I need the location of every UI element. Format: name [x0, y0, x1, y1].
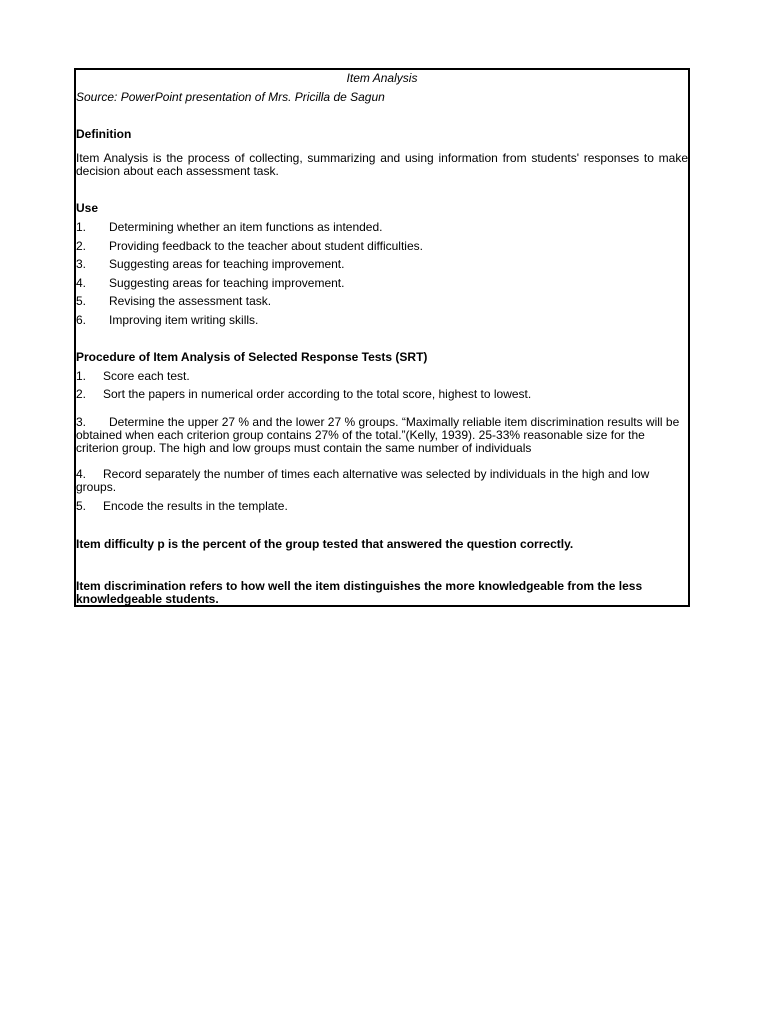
use-item-number: 3. — [76, 257, 87, 271]
definition-text: Item Analysis is the process of collecting, summarizing and using information from students' responses to make decision about each assessment task. — [76, 151, 688, 178]
use-item — [76, 295, 688, 308]
use-item-text: Suggesting areas for teaching improvement. — [109, 276, 345, 290]
use-item — [76, 258, 688, 271]
use-item-text: Improving item writing skills. — [109, 313, 259, 327]
use-item — [76, 221, 688, 234]
document-frame — [74, 68, 690, 607]
use-item-text: Providing feedback to the teacher about student difficulties. — [109, 239, 423, 253]
use-item-text: Determining whether an item functions as intended. — [109, 220, 383, 234]
use-item-text: Suggesting areas for teaching improvement. — [109, 257, 345, 271]
use-item-number: 5. — [76, 294, 87, 308]
procedure-item-text: Encode the results in the template. — [103, 499, 288, 513]
use-item — [76, 240, 688, 253]
use-item-number: 6. — [76, 313, 87, 327]
procedure-item-text: Record separately the number of times each alternative was selected by individuals in the high and low groups. — [76, 467, 650, 494]
procedure-item — [76, 500, 688, 513]
use-item — [76, 277, 688, 290]
procedure-item-number: 5. — [76, 499, 87, 513]
procedure-item — [76, 468, 688, 494]
procedure-item-number: 3. — [76, 415, 87, 429]
procedure-heading: Procedure of Item Analysis of Selected Response Tests (SRT) — [76, 350, 428, 364]
use-heading: Use — [76, 201, 99, 215]
procedure-item-text: Sort the papers in numerical order according to the total score, highest to lowest. — [103, 387, 532, 401]
use-item-number: 1. — [76, 220, 87, 234]
procedure-item-text: Score each test. — [103, 369, 190, 383]
definition-heading: Definition — [76, 127, 132, 141]
procedure-item-text: Determine the upper 27 % and the lower 27 % groups. “Maximally reliable item discrimination results will be obtained when each criterion group contains 27% of the total.”(Kelly, 1939). 25-33% reasonable size for the criterion group. The high and low groups must contain the same number of individuals — [76, 415, 680, 455]
item-discrimination-note: Item discrimination refers to how well the item distinguishes the more knowledgeable from the less knowledgeable students. — [76, 579, 643, 606]
procedure-item-number: 4. — [76, 467, 87, 481]
source-line: Source: PowerPoint presentation of Mrs. Pricilla de Sagun — [76, 90, 385, 104]
use-item — [76, 314, 688, 327]
document-title: Item Analysis — [346, 71, 418, 85]
procedure-item — [76, 370, 688, 383]
procedure-item — [76, 388, 688, 401]
procedure-item-number: 2. — [76, 387, 87, 401]
use-item-number: 4. — [76, 276, 87, 290]
use-item-text: Revising the assessment task. — [109, 294, 272, 308]
procedure-item — [76, 416, 688, 455]
procedure-item-number: 1. — [76, 369, 87, 383]
item-difficulty-note: Item difficulty p is the percent of the group tested that answered the question correctly. — [76, 537, 574, 551]
use-item-number: 2. — [76, 239, 87, 253]
